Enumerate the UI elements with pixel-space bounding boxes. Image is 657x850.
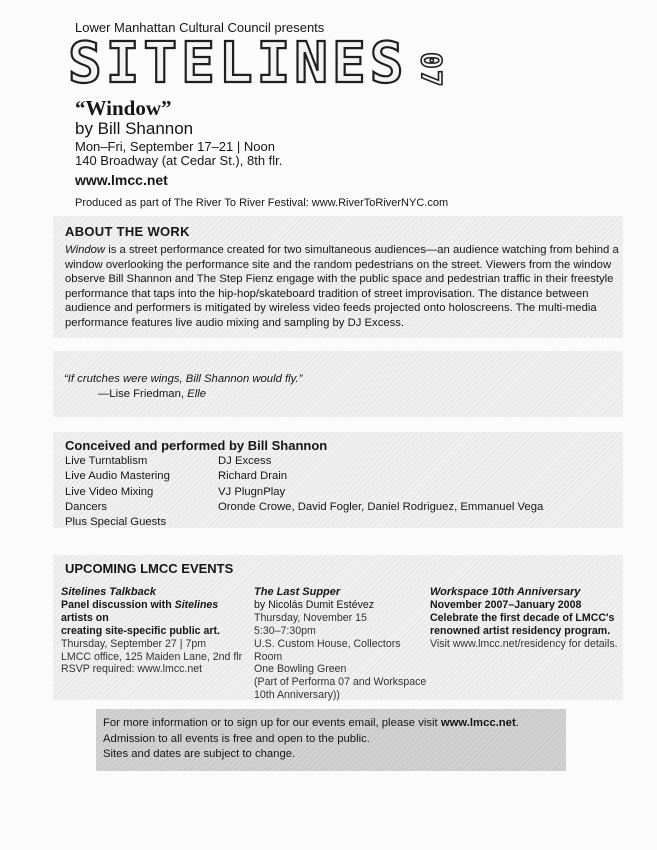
quote-source: Elle [187,388,206,400]
event-line: Thursday, November 15 [254,611,367,624]
event-line: (Part of Performa 07 and Workspace [254,676,427,689]
event-line: 10th Anniversary)) [254,689,340,702]
about-heading: ABOUT THE WORK [65,224,190,239]
name-item: VJ PlugnPlay [218,485,286,498]
event-talkback [61,586,246,676]
event-line: Celebrate the first decade of LMCC's [430,611,615,624]
event-line: Visit www.lmcc.net/residency for details. [430,637,618,650]
event-title: Workspace 10th Anniversary [430,586,581,598]
credits-roles [65,454,170,530]
logo-year: 07 [415,52,448,88]
role-item: Live Video Mixing [65,485,154,498]
info-line: Sites and dates are subject to change. [103,748,296,761]
event-line: by Nicolás Dumit Estévez [254,598,375,611]
info-text [103,716,519,763]
about-lead-title: Window [65,244,106,256]
name-item: Richard Drain [218,470,288,483]
event-line: November 2007–January 2008 [430,598,582,611]
info-line: For more information or to sign up for our events email, please visit www.lmcc.net. [103,717,519,729]
name-item: Oronde Crowe, David Fogler, Daniel Rodriguez, Emmanuel Vega [218,500,544,513]
event-title: The Last Supper [254,586,341,598]
credits-heading: Conceived and performed by Bill Shannon [65,438,328,453]
logo-text: SITELINES [68,31,408,96]
about-body [65,243,620,331]
event-line: One Bowling Green [254,663,347,676]
event-line: creating site-specific public art. [61,624,220,637]
website-link[interactable]: www.lmcc.net [75,172,168,188]
credits-names [218,454,543,515]
info-line: Admission to all events is free and open to the public. [103,732,370,745]
event-line: Thursday, September 27 | 7pm [61,637,207,650]
event-title: Sitelines Talkback [61,586,156,598]
role-item: Live Turntablism [65,455,148,467]
event-line: Panel discussion with Sitelines artists on [61,598,219,624]
sitelines-logo [68,31,408,96]
about-text: is a street performance created for two simultaneous audiences—an audience watching from behind a window overlooking the performance site and the random pedestrians on the street. Viewers from the window observe Bill Shannon and The Step Fienz engage with the public space and pedestrian traffic in their freestyle performance that taps into the hip-hop/skateboard tradition of street improvisation. The distance between audience and performers is mitigated by wireless video feeds projected onto holoscreens. The multi-media performance features live audio mixing and sampling by DJ Excess. [65,244,619,329]
presenter-line: Lower Manhattan Cultural Council presents [75,20,325,35]
event-line: renowned artist residency program. [430,624,611,637]
event-workspace [430,586,620,651]
event-last-supper [254,586,429,702]
role-item: Plus Special Guests [65,516,167,529]
event-line: U.S. Custom House, Collectors Room [254,637,401,663]
events-heading: UPCOMING LMCC EVENTS [65,561,234,576]
show-byline: by Bill Shannon [75,119,194,138]
role-item: Live Audio Mastering [65,470,170,483]
event-line: RSVP required: www.lmcc.net [61,663,203,676]
quote-text: “If crutches were wings, Bill Shannon would fly.” [64,373,303,385]
quote-author: —Lise Friedman, [98,388,188,400]
show-dates: Mon–Fri, September 17–21 | Noon [75,139,275,154]
event-line: 5:30–7:30pm [254,624,316,637]
event-line: LMCC office, 125 Maiden Lane, 2nd flr [61,650,243,663]
name-item: DJ Excess [218,455,272,467]
info-link[interactable]: www.lmcc.net [440,717,516,729]
role-item: Dancers [65,500,108,513]
produced-note: Produced as part of The River To River Festival: www.RiverToRiverNYC.com [75,197,449,209]
show-title: “Window” [75,96,172,120]
quote-attribution [98,388,206,400]
show-location: 140 Broadway (at Cedar St.), 8th flr. [75,153,283,168]
